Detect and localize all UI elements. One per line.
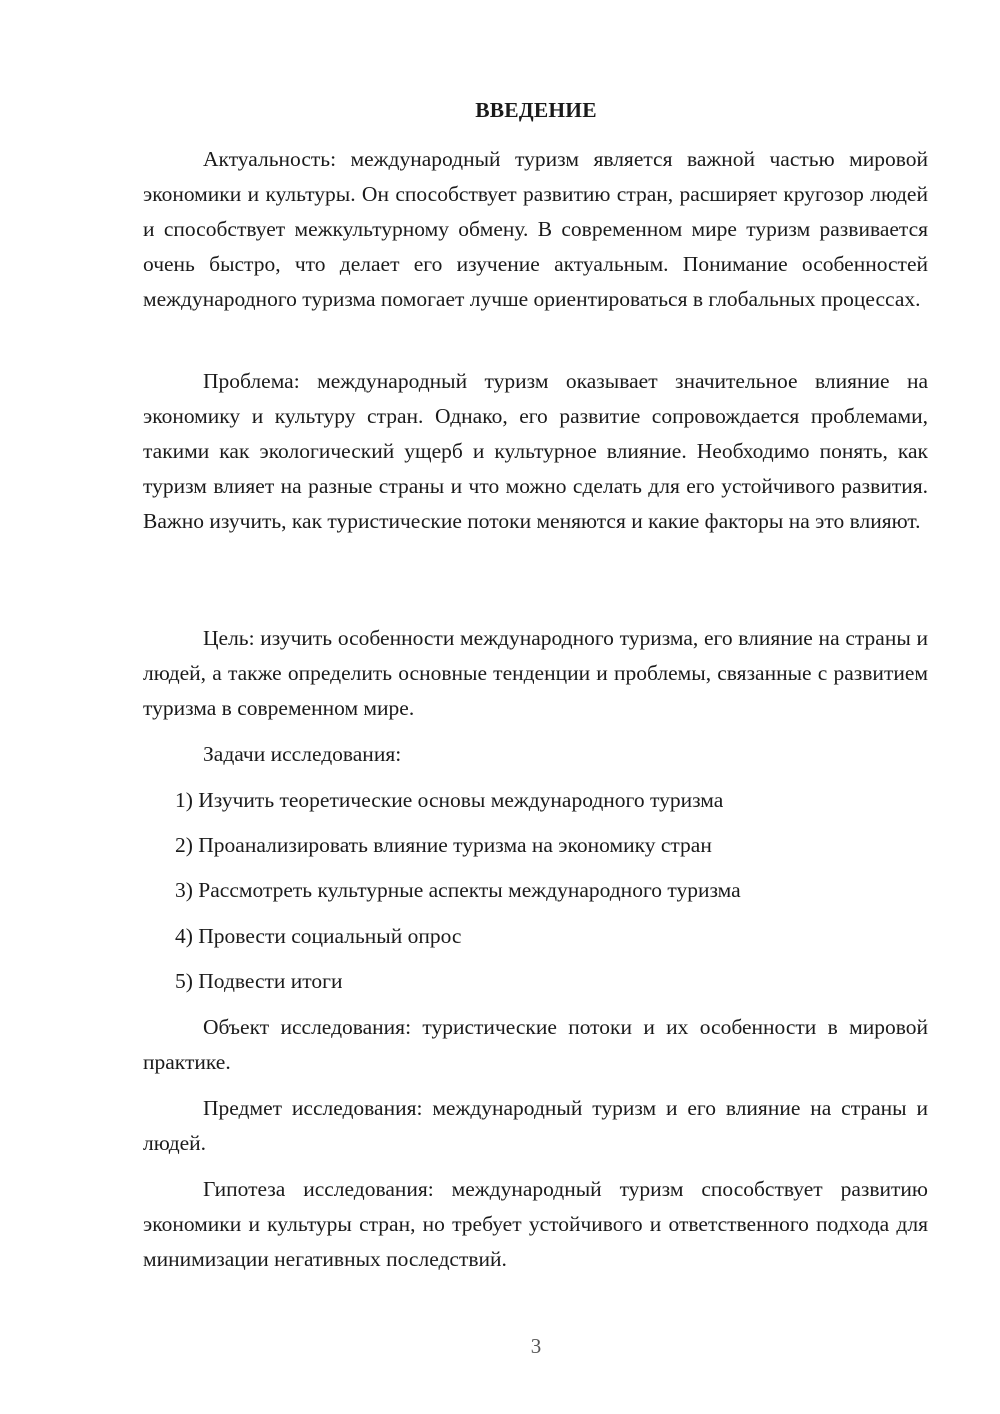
tasks-heading: Задачи исследования: xyxy=(203,742,402,766)
paragraph-object: Объект исследования: туристические потоки и их особенности в мировой практике. xyxy=(143,1015,928,1074)
task-item-5: 5) Подвести итоги xyxy=(175,969,343,993)
paragraph-subject: Предмет исследования: международный туризм и его влияние на страны и людей. xyxy=(143,1096,928,1155)
paragraph-hypothesis: Гипотеза исследования: международный туризм способствует развитию экономики и культуры стран, но требует устойчивого и ответственного подхода для минимизации негативных последствий. xyxy=(143,1177,928,1271)
paragraph-relevance: Актуальность: международный туризм является важной частью мировой экономики и культуры. Он способствует развитию стран, расширяет кругозор людей и способствует межкультурному обмену. В современном мире туризм развивается очень быстро, что делает его изучение актуальным. Понимание особенностей международного туризма помогает лучше ориентироваться в глобальных процессах. xyxy=(143,147,928,311)
task-item-4: 4) Провести социальный опрос xyxy=(175,924,462,948)
paragraph-goal: Цель: изучить особенности международного туризма, его влияние на страны и людей, а также определить основные тенденции и проблемы, связанные с развитием туризма в современном мире. xyxy=(143,626,928,720)
page-title: ВВЕДЕНИЕ xyxy=(475,98,597,122)
task-item-1: 1) Изучить теоретические основы международного туризма xyxy=(175,788,724,812)
task-item-2: 2) Проанализировать влияние туризма на экономику стран xyxy=(175,833,712,857)
paragraph-problem: Проблема: международный туризм оказывает значительное влияние на экономику и культуру стран. Однако, его развитие сопровождается проблемами, такими как экологический ущерб и культурное влияние. Необходимо понять, как туризм влияет на разные страны и что можно сделать для его устойчивого развития. Важно изучить, как туристические потоки меняются и какие факторы на это влияют. xyxy=(143,369,928,533)
task-item-3: 3) Рассмотреть культурные аспекты международного туризма xyxy=(175,878,741,902)
page-number: 3 xyxy=(530,1334,542,1358)
